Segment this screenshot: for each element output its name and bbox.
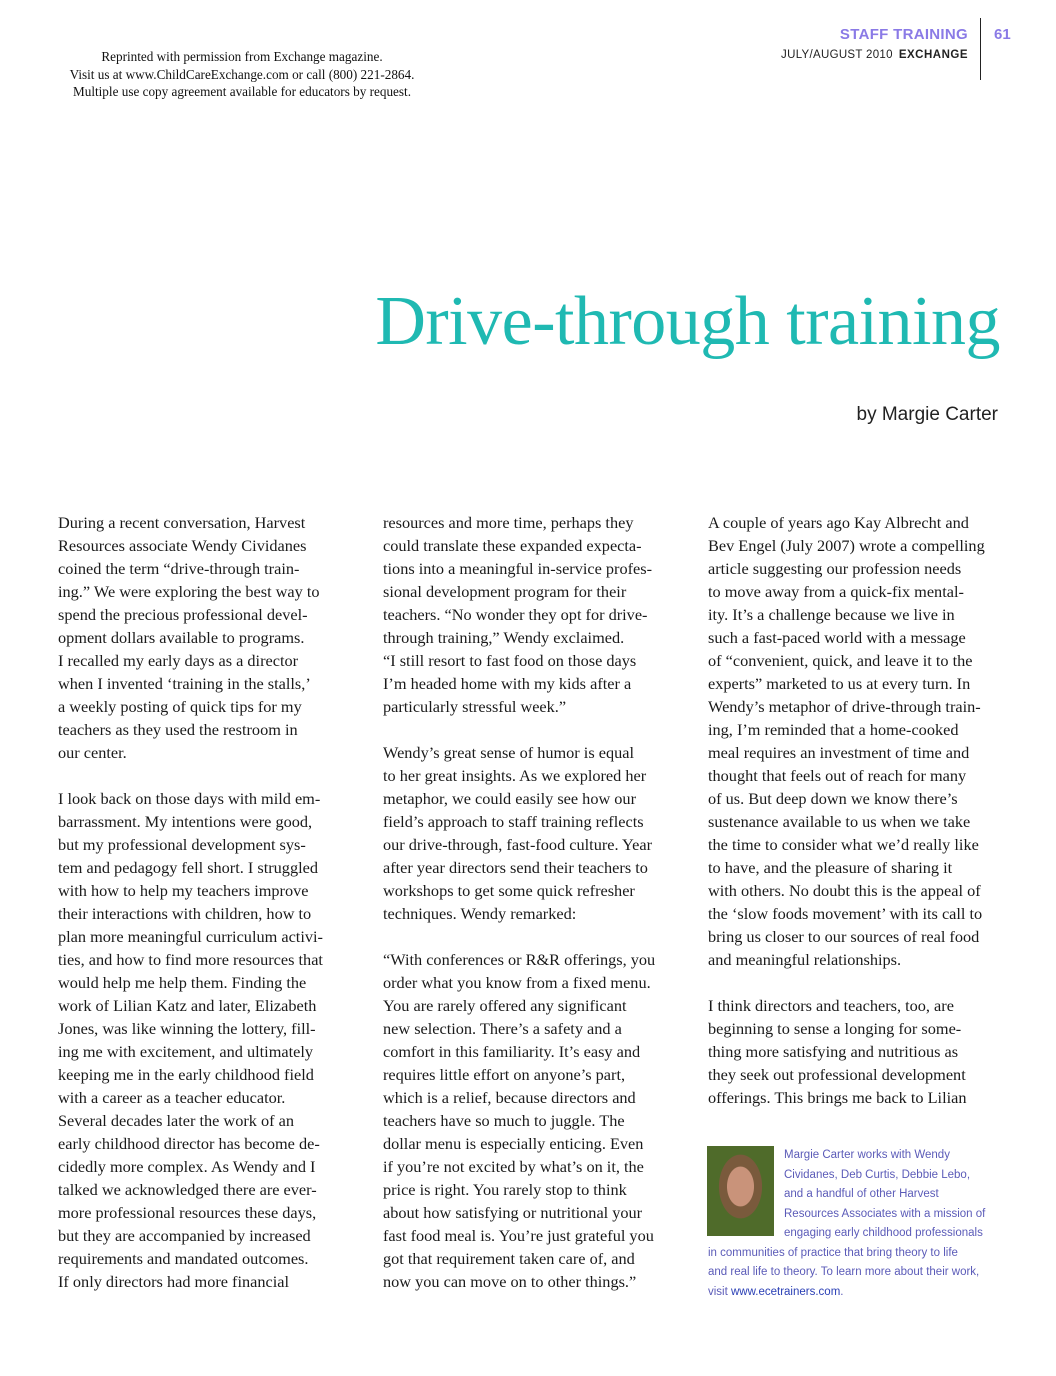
- text-line: sional development program for their: [383, 582, 627, 601]
- section-label: STAFF TRAINING: [839, 26, 968, 43]
- text-line: keeping me in the early childhood field: [58, 1065, 314, 1084]
- text-line: after year directors send their teachers to: [383, 858, 648, 877]
- text-line: thing more satisfying and nutritious as: [708, 1042, 959, 1061]
- text-line: our drive-through, fast-food culture. Year: [383, 835, 653, 854]
- text-line: Resources associate Wendy Cividanes: [58, 536, 307, 555]
- text-line: I recalled my early days as a director: [58, 651, 299, 670]
- text-line: work of Lilian Katz and later, Elizabeth: [58, 996, 317, 1015]
- text-line: coined the term “drive-through train-: [58, 559, 300, 578]
- text-line: Bev Engel (July 2007) wrote a compelling: [708, 536, 985, 555]
- text-line: to have, and the pleasure of sharing it: [708, 858, 953, 877]
- text-line: of “convenient, quick, and leave it to the: [708, 651, 973, 670]
- bio-line: and real life to theory. To learn more about their work,: [708, 1266, 980, 1278]
- text-line: their interactions with children, how to: [58, 904, 312, 923]
- text-line: if you’re not excited by what’s on it, the: [383, 1157, 644, 1176]
- text-line: You are rarely offered any significant: [383, 996, 627, 1015]
- text-line: requires little effort on anyone’s part,: [383, 1065, 626, 1084]
- text-line: ing, I’m reminded that a home-cooked: [708, 720, 959, 739]
- text-line: ity. It’s a challenge because we live in: [708, 605, 955, 624]
- text-line: when I invented ‘training in the stalls,’: [58, 674, 311, 693]
- text-line: cidedly more complex. As Wendy and I: [58, 1157, 316, 1176]
- text-line: ing me with excitement, and ultimately: [58, 1042, 314, 1061]
- text-line: I think directors and teachers, too, are: [708, 996, 954, 1015]
- paragraph: [58, 511, 356, 764]
- text-line: meal requires an investment of time and: [708, 743, 970, 762]
- text-line: field’s approach to staff training reflects: [383, 812, 644, 831]
- issue-date: JULY/AUGUST 2010: [781, 49, 893, 61]
- paragraph: [708, 994, 1010, 1109]
- bio-website-link[interactable]: www.ecetrainers.com: [731, 1285, 841, 1298]
- text-line: talked we acknowledged there are ever-: [58, 1180, 317, 1199]
- text-line: with a career as a teacher educator.: [58, 1088, 286, 1107]
- bio-line: in communities of practice that bring theory to life: [708, 1246, 958, 1259]
- reprint-line: Visit us at www.ChildCareExchange.com or call (800) 221-2864.: [69, 66, 415, 82]
- text-line: now you can move on to other things.”: [383, 1272, 637, 1291]
- text-line: they seek out professional development: [708, 1065, 966, 1084]
- paragraph: [708, 511, 1010, 971]
- text-line: to move away from a quick-fix mental-: [708, 582, 964, 601]
- text-line: If only directors had more financial: [58, 1272, 290, 1291]
- text-line: offerings. This brings me back to Lilian: [708, 1088, 967, 1107]
- text-line: barrassment. My intentions were good,: [58, 812, 313, 831]
- text-line: thought that feels out of reach for many: [708, 766, 967, 785]
- text-line: Several decades later the work of an: [58, 1111, 294, 1130]
- text-line: the ‘slow foods movement’ with its call to: [708, 904, 983, 923]
- text-line: early childhood director has become de-: [58, 1134, 320, 1153]
- article-column-1: [58, 511, 356, 1316]
- bio-line: Margie Carter works with Wendy: [784, 1149, 950, 1161]
- reprint-notice: [40, 48, 444, 101]
- text-line: beginning to sense a longing for some-: [708, 1019, 962, 1038]
- text-line: with others. No doubt this is the appeal of: [708, 881, 981, 900]
- text-line: plan more meaningful curriculum activi-: [58, 927, 323, 946]
- text-line: I look back on those days with mild em-: [58, 789, 321, 808]
- text-line: Wendy’s metaphor of drive-through train-: [708, 697, 981, 716]
- reprint-line: Multiple use copy agreement available for educators by request.: [73, 84, 411, 99]
- text-line: spend the precious professional devel-: [58, 605, 308, 624]
- text-line: During a recent conversation, Harvest: [58, 513, 306, 532]
- text-line: A couple of years ago Kay Albrecht and: [708, 513, 969, 532]
- text-line: tem and pedagogy fell short. I struggled: [58, 858, 318, 877]
- author-bio: [708, 1146, 1008, 1302]
- text-line: teachers. “No wonder they opt for drive-: [383, 605, 648, 624]
- bio-line: Cividanes, Deb Curtis, Debbie Lebo,: [784, 1168, 971, 1181]
- article-title: Drive-through training: [375, 283, 1000, 360]
- text-line: price is right. You rarely stop to think: [383, 1180, 627, 1199]
- text-line: “I still resort to fast food on those days: [383, 651, 637, 670]
- text-line: ties, and how to find more resources that: [58, 950, 323, 969]
- text-line: “With conferences or R&R offerings, you: [383, 950, 656, 969]
- reprint-line: Reprinted with permission from Exchange magazine.: [101, 49, 383, 64]
- text-line: got that requirement taken care of, and: [383, 1249, 635, 1268]
- byline: by Margie Carter: [856, 404, 998, 425]
- bio-indented-lines: [708, 1146, 1008, 1244]
- text-line: more professional resources these days,: [58, 1203, 317, 1222]
- paragraph: [383, 948, 683, 1293]
- bio-visit-suffix: .: [840, 1285, 844, 1298]
- article-column-3: [708, 511, 1010, 1132]
- bio-visit-prefix: visit: [708, 1285, 731, 1298]
- text-line: particularly stressful week.”: [383, 697, 567, 716]
- text-line: our center.: [58, 743, 127, 762]
- paragraph: [58, 787, 356, 1293]
- text-line: dollar menu is especially enticing. Even: [383, 1134, 644, 1153]
- paragraph: [383, 511, 683, 718]
- text-line: Jones, was like winning the lottery, fill-: [58, 1019, 316, 1038]
- text-line: I’m headed home with my kids after a: [383, 674, 632, 693]
- magazine-name: EXCHANGE: [898, 49, 968, 61]
- text-line: could translate these expanded expecta-: [383, 536, 642, 555]
- running-header: [781, 26, 968, 61]
- bio-line: Resources Associates with a mission of: [784, 1207, 986, 1220]
- text-line: teachers have so much to juggle. The: [383, 1111, 625, 1130]
- text-line: such a fast-paced world with a message: [708, 628, 966, 647]
- text-line: opment dollars available to programs.: [58, 628, 305, 647]
- text-line: experts” marketed to us at every turn. In: [708, 674, 971, 693]
- text-line: which is a relief, because directors and: [383, 1088, 636, 1107]
- text-line: resources and more time, perhaps they: [383, 513, 634, 532]
- page-number: 61: [994, 26, 1011, 43]
- text-line: article suggesting our profession needs: [708, 559, 962, 578]
- article-column-2: [383, 511, 683, 1316]
- header-divider: [980, 18, 981, 80]
- text-line: the time to consider what we’d really like: [708, 835, 979, 854]
- bio-visit-line: [708, 1283, 1008, 1303]
- text-line: of us. But deep down we know there’s: [708, 789, 958, 808]
- text-line: with how to help my teachers improve: [58, 881, 309, 900]
- text-line: techniques. Wendy remarked:: [383, 904, 577, 923]
- text-line: tions into a meaningful in-service profes-: [383, 559, 653, 578]
- text-line: teachers as they used the restroom in: [58, 720, 298, 739]
- text-line: fast food meal is. You’re just grateful you: [383, 1226, 654, 1245]
- text-line: new selection. There’s a safety and a: [383, 1019, 622, 1038]
- text-line: requirements and mandated outcomes.: [58, 1249, 309, 1268]
- bio-line: engaging early childhood professionals: [784, 1227, 983, 1239]
- text-line: a weekly posting of quick tips for my: [58, 697, 302, 716]
- text-line: ing.” We were exploring the best way to: [58, 582, 320, 601]
- text-line: order what you know from a fixed menu.: [383, 973, 651, 992]
- text-line: Wendy’s great sense of humor is equal: [383, 743, 634, 762]
- bio-line: and a handful of other Harvest: [784, 1188, 939, 1200]
- text-line: sustenance available to us when we take: [708, 812, 971, 831]
- text-line: but they are accompanied by increased: [58, 1226, 311, 1245]
- text-line: about how satisfying or nutritional your: [383, 1203, 643, 1222]
- text-line: metaphor, we could easily see how our: [383, 789, 636, 808]
- issue-line: [781, 49, 968, 61]
- text-line: but my professional development sys-: [58, 835, 306, 854]
- text-line: comfort in this familiarity. It’s easy and: [383, 1042, 641, 1061]
- bio-full-lines: [708, 1244, 1008, 1283]
- text-line: bring us closer to our sources of real food: [708, 927, 980, 946]
- text-line: through training,” Wendy exclaimed.: [383, 628, 625, 647]
- text-line: to her great insights. As we explored her: [383, 766, 647, 785]
- text-line: and meaningful relationships.: [708, 950, 902, 969]
- paragraph: [383, 741, 683, 925]
- text-line: would help me help them. Finding the: [58, 973, 307, 992]
- text-line: workshops to get some quick refresher: [383, 881, 635, 900]
